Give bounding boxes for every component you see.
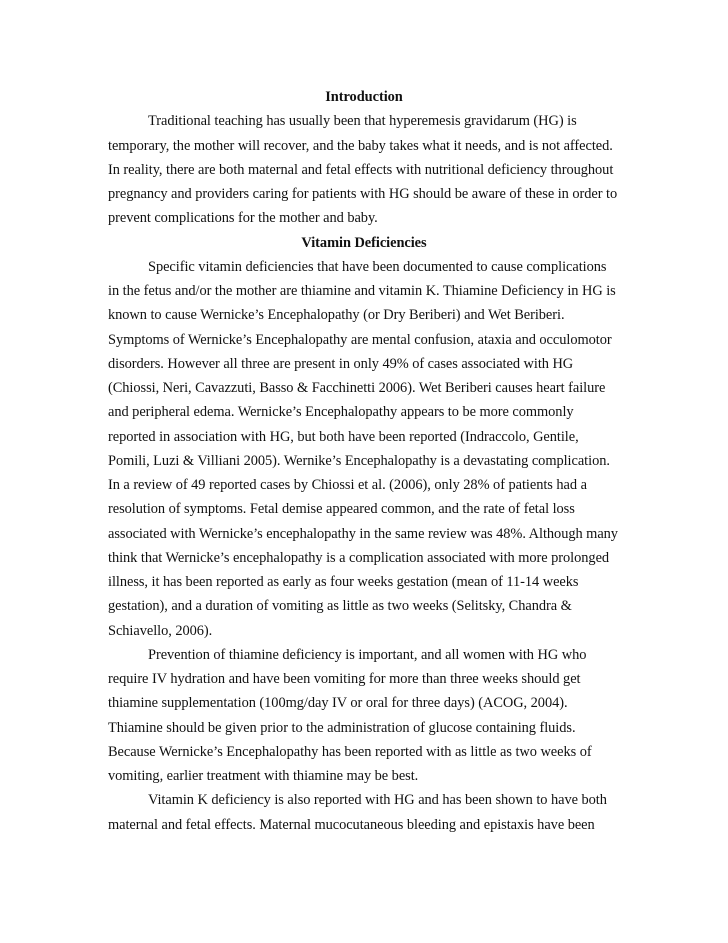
paragraph-introduction: Traditional teaching has usually been that hyperemesis gravidarum (HG) is temporary, the mother will recover, and the baby takes what it needs, and is not affected. In reality, there are both maternal and fetal effects with nutritional deficiency throughout pregnancy and providers caring for patients with HG should be aware of these in order to prevent complications for the mother and baby. <box>108 113 618 227</box>
section-heading-vitamin-deficiencies: Vitamin Deficiencies <box>301 234 427 251</box>
paragraph-thiamine-wernicke: Specific vitamin deficiencies that have been documented to cause complications in the fetus and/or the mother are thiamine and vitamin K. Thiamine Deficiency in HG is known to cause Wernicke’s Encephalopathy (or Dry Beriberi) and Wet Beriberi. Symptoms of Wernicke’s Encephalopathy are mental confusion, ataxia and occulomotor disorders. However all three are present in only 49% of cases associated with HG (Chiossi, Neri, Cavazzuti, Basso & Facchinetti 2006). Wet Beriberi causes heart failure and peripheral edema. Wernicke’s Encephalopathy appears to be more commonly reported in association with HG, but both have been reported (Indraccolo, Gentile, Pomili, Luzi & Villiani 2005). Wernike’s Encephalopathy is a devastating complication. In a review of 49 reported cases by Chiossi et al. (2006), only 28% of patients had a resolution of symptoms. Fetal demise appeared common, and the rate of fetal loss associated with Wernicke’s encephalopathy in the same review was 48%. Although many think that Wernicke’s encephalopathy is a complication associated with more prolonged illness, it has been reported as early as four weeks gestation (mean of 11-14 weeks gestation), and a duration of vomiting as little as two weeks (Selitsky, Chandra & Schiavello, 2006). <box>108 258 618 639</box>
paragraph-thiamine-prevention: Prevention of thiamine deficiency is important, and all women with HG who require IV hydration and have been vomiting for more than three weeks should get thiamine supplementation (100mg/day IV or oral for three days) (ACOG, 2004). Thiamine should be given prior to the administration of glucose containing fluids. Because Wernicke’s Encephalopathy has been reported with as little as two weeks of vomiting, earlier treatment with thiamine may be best. <box>108 646 592 784</box>
section-heading-introduction: Introduction <box>325 89 403 105</box>
paragraph-vitamin-k: Vitamin K deficiency is also reported with HG and has been shown to have both maternal and fetal effects. Maternal mucocutaneous bleeding and epistaxis have been <box>108 792 607 833</box>
